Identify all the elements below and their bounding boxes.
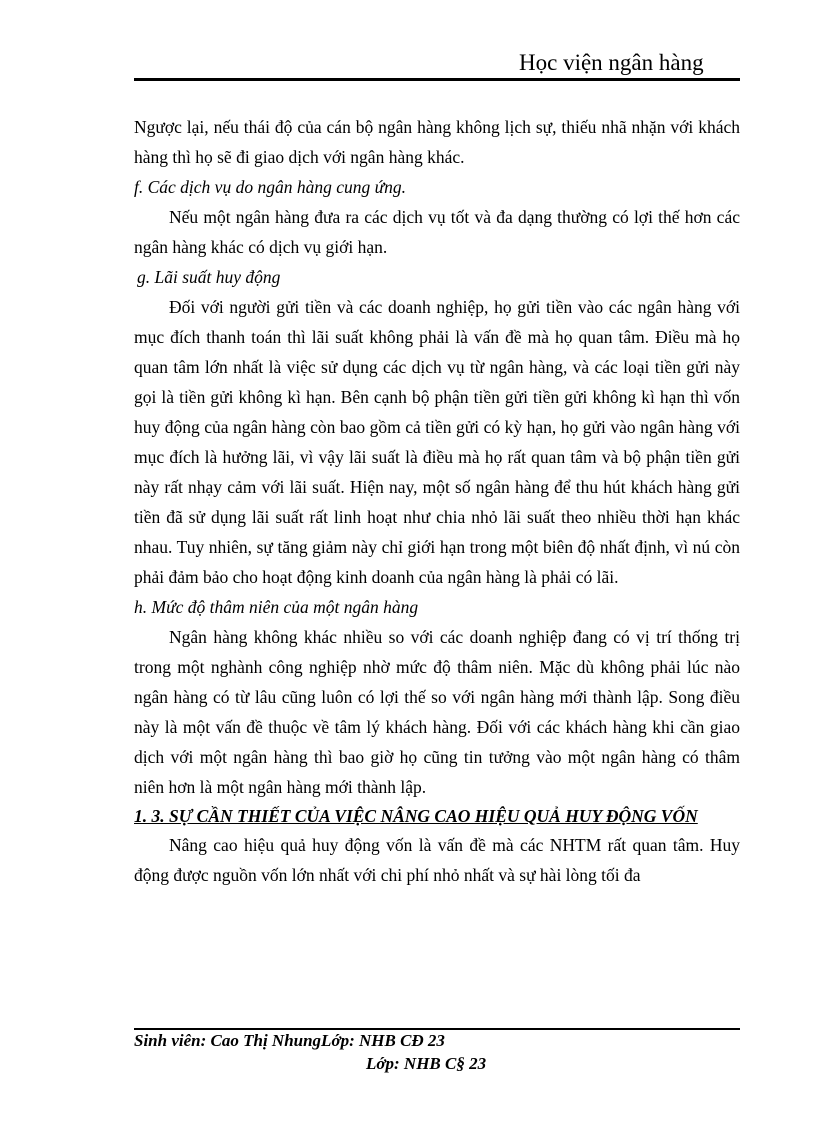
- paragraph-3: Đối với người gửi tiền và các doanh nghiệp, họ gửi tiền vào các ngân hàng với mục đích thanh toán thì lãi suất không phải là vấn đề mà họ quan tâm. Điều mà họ quan tâm lớn nhất là việc sử dụng các dịch vụ từ ngân hàng, và các loại tiền gửi này gọi là tiền gửi không kì hạn. Bên cạnh bộ phận tiền gửi tiền gửi không kì hạn thì vốn huy động của ngân hàng còn bao gồm cả tiền gửi có kỳ hạn, họ gửi vào ngân hàng với mục đích là hưởng lãi, vì vậy lãi suất là điều mà họ rất quan tâm và bộ phận tiền gửi này rất nhạy cảm với lãi suất. Hiện nay, một số ngân hàng để thu hút khách hàng gửi tiền đã sử dụng lãi suất rất linh hoạt như chia nhỏ lãi suất theo nhiều thời hạn khác nhau. Tuy nhiên, sự tăng giảm này chỉ giới hạn trong một biên độ nhất định, vì nú còn phải đảm bảo cho hoạt động kinh doanh của ngân hàng là phải có lãi.: [134, 297, 740, 587]
- document-body: [134, 112, 740, 890]
- subheading-g: g. Lãi suất huy động: [137, 267, 281, 287]
- paragraph-4: Ngân hàng không khác nhiều so với các doanh nghiệp đang có vị trí thống trị trong một nghành công nghiệp nhờ mức độ thâm niên. Mặc dù không phải lúc nào ngân hàng có từ lâu cũng luôn có lợi thế so với ngân hàng mới thành lập. Song điều này là một vấn đề thuộc về tâm lý khách hàng. Đối với các khách hàng khi cần giao dịch với một ngân hàng thì bao giờ họ cũng tin tưởng vào một ngân hàng có thâm niên hơn là một ngân hàng mới thành lập.: [134, 627, 740, 797]
- subheading-f: f. Các dịch vụ do ngân hàng cung ứng.: [134, 177, 407, 197]
- footer-rule: [134, 1028, 740, 1030]
- header-title: Học viện ngân hàng: [519, 50, 704, 75]
- header-rule: [134, 78, 740, 81]
- paragraph-2: Nếu một ngân hàng đưa ra các dịch vụ tốt và đa dạng thường có lợi thế hơn các ngân hàng khác có dịch vụ giới hạn.: [134, 207, 740, 257]
- footer-student-line: Sinh viên: Cao Thị NhungLớp: NHB CĐ 23: [134, 1031, 445, 1050]
- paragraph-1: Ngược lại, nếu thái độ của cán bộ ngân hàng không lịch sự, thiếu nhã nhặn với khách hàng thì họ sẽ đi giao dịch với ngân hàng khác.: [134, 117, 740, 167]
- subheading-h: h. Mức độ thâm niên của một ngân hàng: [134, 597, 419, 617]
- section-heading: 1. 3. SỰ CẦN THIẾT CỦA VIỆC NÂNG CAO HIỆU QUẢ HUY ĐỘNG VỐN: [134, 806, 698, 826]
- paragraph-5: Nâng cao hiệu quả huy động vốn là vấn đề mà các NHTM rất quan tâm. Huy động được nguồn vốn lớn nhất với chi phí nhỏ nhất và sự hài lòng tối đa: [134, 835, 740, 885]
- footer-class-line: Lớp: NHB C§ 23: [366, 1054, 487, 1073]
